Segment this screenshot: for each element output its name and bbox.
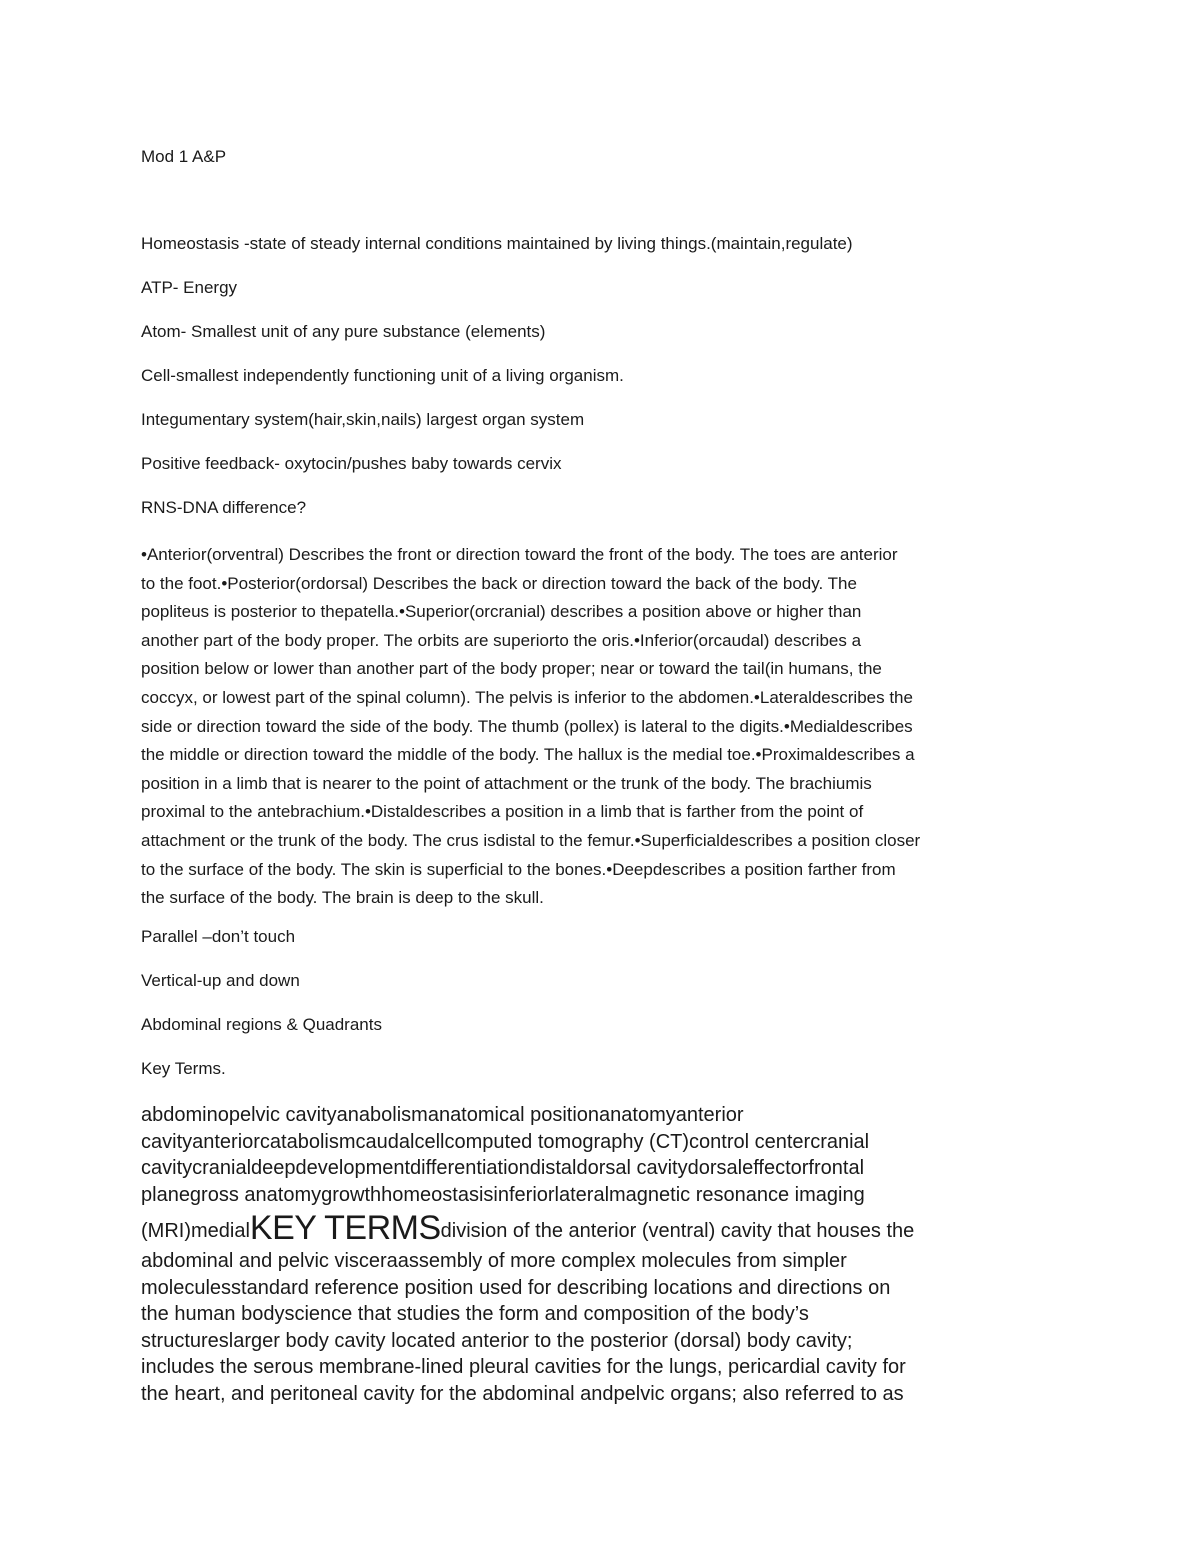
paragraph-line: •Anterior(orventral) Describes the front or direction toward the front of the body. The toes are anterior <box>141 545 898 564</box>
key-terms-large-heading: KEY TERMS <box>249 1209 441 1247</box>
key-terms-line: the human bodyscience that studies the form and composition of the body’s <box>141 1303 809 1325</box>
key-terms-heading: Key Terms. <box>141 1059 226 1078</box>
key-terms-line: cavityanteriorcatabolismcaudalcellcomputed tomography (CT)control centercranial <box>141 1130 870 1153</box>
note-line-vertical: Vertical-up and down <box>141 971 300 990</box>
note-line-integumentary: Integumentary system(hair,skin,nails) largest organ system <box>141 410 585 429</box>
key-terms-line: structureslarger body cavity located anterior to the posterior (dorsal) body cavity; <box>141 1329 853 1352</box>
key-terms-line-suffix: division of the anterior (ventral) cavity that houses the <box>440 1220 915 1242</box>
directional-terms-paragraph <box>141 541 1061 913</box>
key-terms-line: cavitycranialdeepdevelopmentdifferentiationdistaldorsal cavitydorsaleffectorfrontal <box>141 1157 865 1179</box>
document-page <box>141 0 1061 1553</box>
note-line-homeostasis: Homeostasis -state of steady internal conditions maintained by living things.(maintain,regulate) <box>141 234 853 253</box>
note-line-atp: ATP- Energy <box>141 278 238 297</box>
paragraph-line: proximal to the antebrachium.•Distaldescribes a position in a limb that is farther from the point of <box>141 802 864 822</box>
note-line-rna-dna: RNS-DNA difference? <box>141 498 307 517</box>
note-line-atom: Atom- Smallest unit of any pure substance (elements) <box>141 322 546 341</box>
note-line-abdominal-regions: Abdominal regions & Quadrants <box>141 1015 382 1034</box>
paragraph-line: side or direction toward the side of the body. The thumb (pollex) is lateral to the digits.•Medialdescribes <box>141 716 913 736</box>
key-terms-line: moleculesstandard reference position used for describing locations and directions on <box>141 1276 891 1299</box>
paragraph-line: position in a limb that is nearer to the point of attachment or the trunk of the body. The brachiumis <box>141 773 872 793</box>
paragraph-line: another part of the body proper. The orbits are superiorto the oris.•Inferior(orcaudal) describes a <box>141 630 862 650</box>
paragraph-line: the middle or direction toward the middle of the body. The hallux is the medial toe.•Proximaldescribes a <box>141 745 915 765</box>
key-terms-block <box>141 1102 1061 1407</box>
key-terms-line: abdominopelvic cavityanabolismanatomical positionanatomyanterior <box>141 1104 744 1126</box>
note-line-cell: Cell-smallest independently functioning unit of a living organism. <box>141 366 624 385</box>
document-title: Mod 1 A&P <box>141 147 227 166</box>
paragraph-line: position below or lower than another part of the body proper; near or toward the tail(in humans, the <box>141 659 882 679</box>
paragraph-line: to the foot.•Posterior(ordorsal) Describes the back or direction toward the back of the body. The <box>141 573 857 593</box>
key-terms-line: abdominal and pelvic visceraassembly of more complex molecules from simpler <box>141 1250 847 1272</box>
note-line-positive-feedback: Positive feedback- oxytocin/pushes baby towards cervix <box>141 454 562 473</box>
paragraph-line: coccyx, or lowest part of the spinal column). The pelvis is inferior to the abdomen.•Lateraldescribes the <box>141 687 913 707</box>
paragraph-line: attachment or the trunk of the body. The crus isdistal to the femur.•Superficialdescribes a position closer <box>141 830 921 850</box>
paragraph-line: to the surface of the body. The skin is superficial to the bones.•Deepdescribes a position farther from <box>141 859 896 879</box>
key-terms-line-prefix: (MRI)medial <box>141 1220 250 1242</box>
paragraph-line: the surface of the body. The brain is deep to the skull. <box>141 888 544 908</box>
paragraph-line: popliteus is posterior to thepatella.•Superior(orcranial) describes a position above or higher than <box>141 602 862 622</box>
note-line-parallel: Parallel –don’t touch <box>141 927 296 946</box>
key-terms-line: the heart, and peritoneal cavity for the abdominal andpelvic organs; also referred to as <box>141 1382 904 1405</box>
key-terms-heading-line <box>141 1208 1061 1248</box>
key-terms-line: planegross anatomygrowthhomeostasisinferiorlateralmagnetic resonance imaging <box>141 1183 865 1206</box>
key-terms-line: includes the serous membrane-lined pleural cavities for the lungs, pericardial cavity for <box>141 1356 906 1378</box>
